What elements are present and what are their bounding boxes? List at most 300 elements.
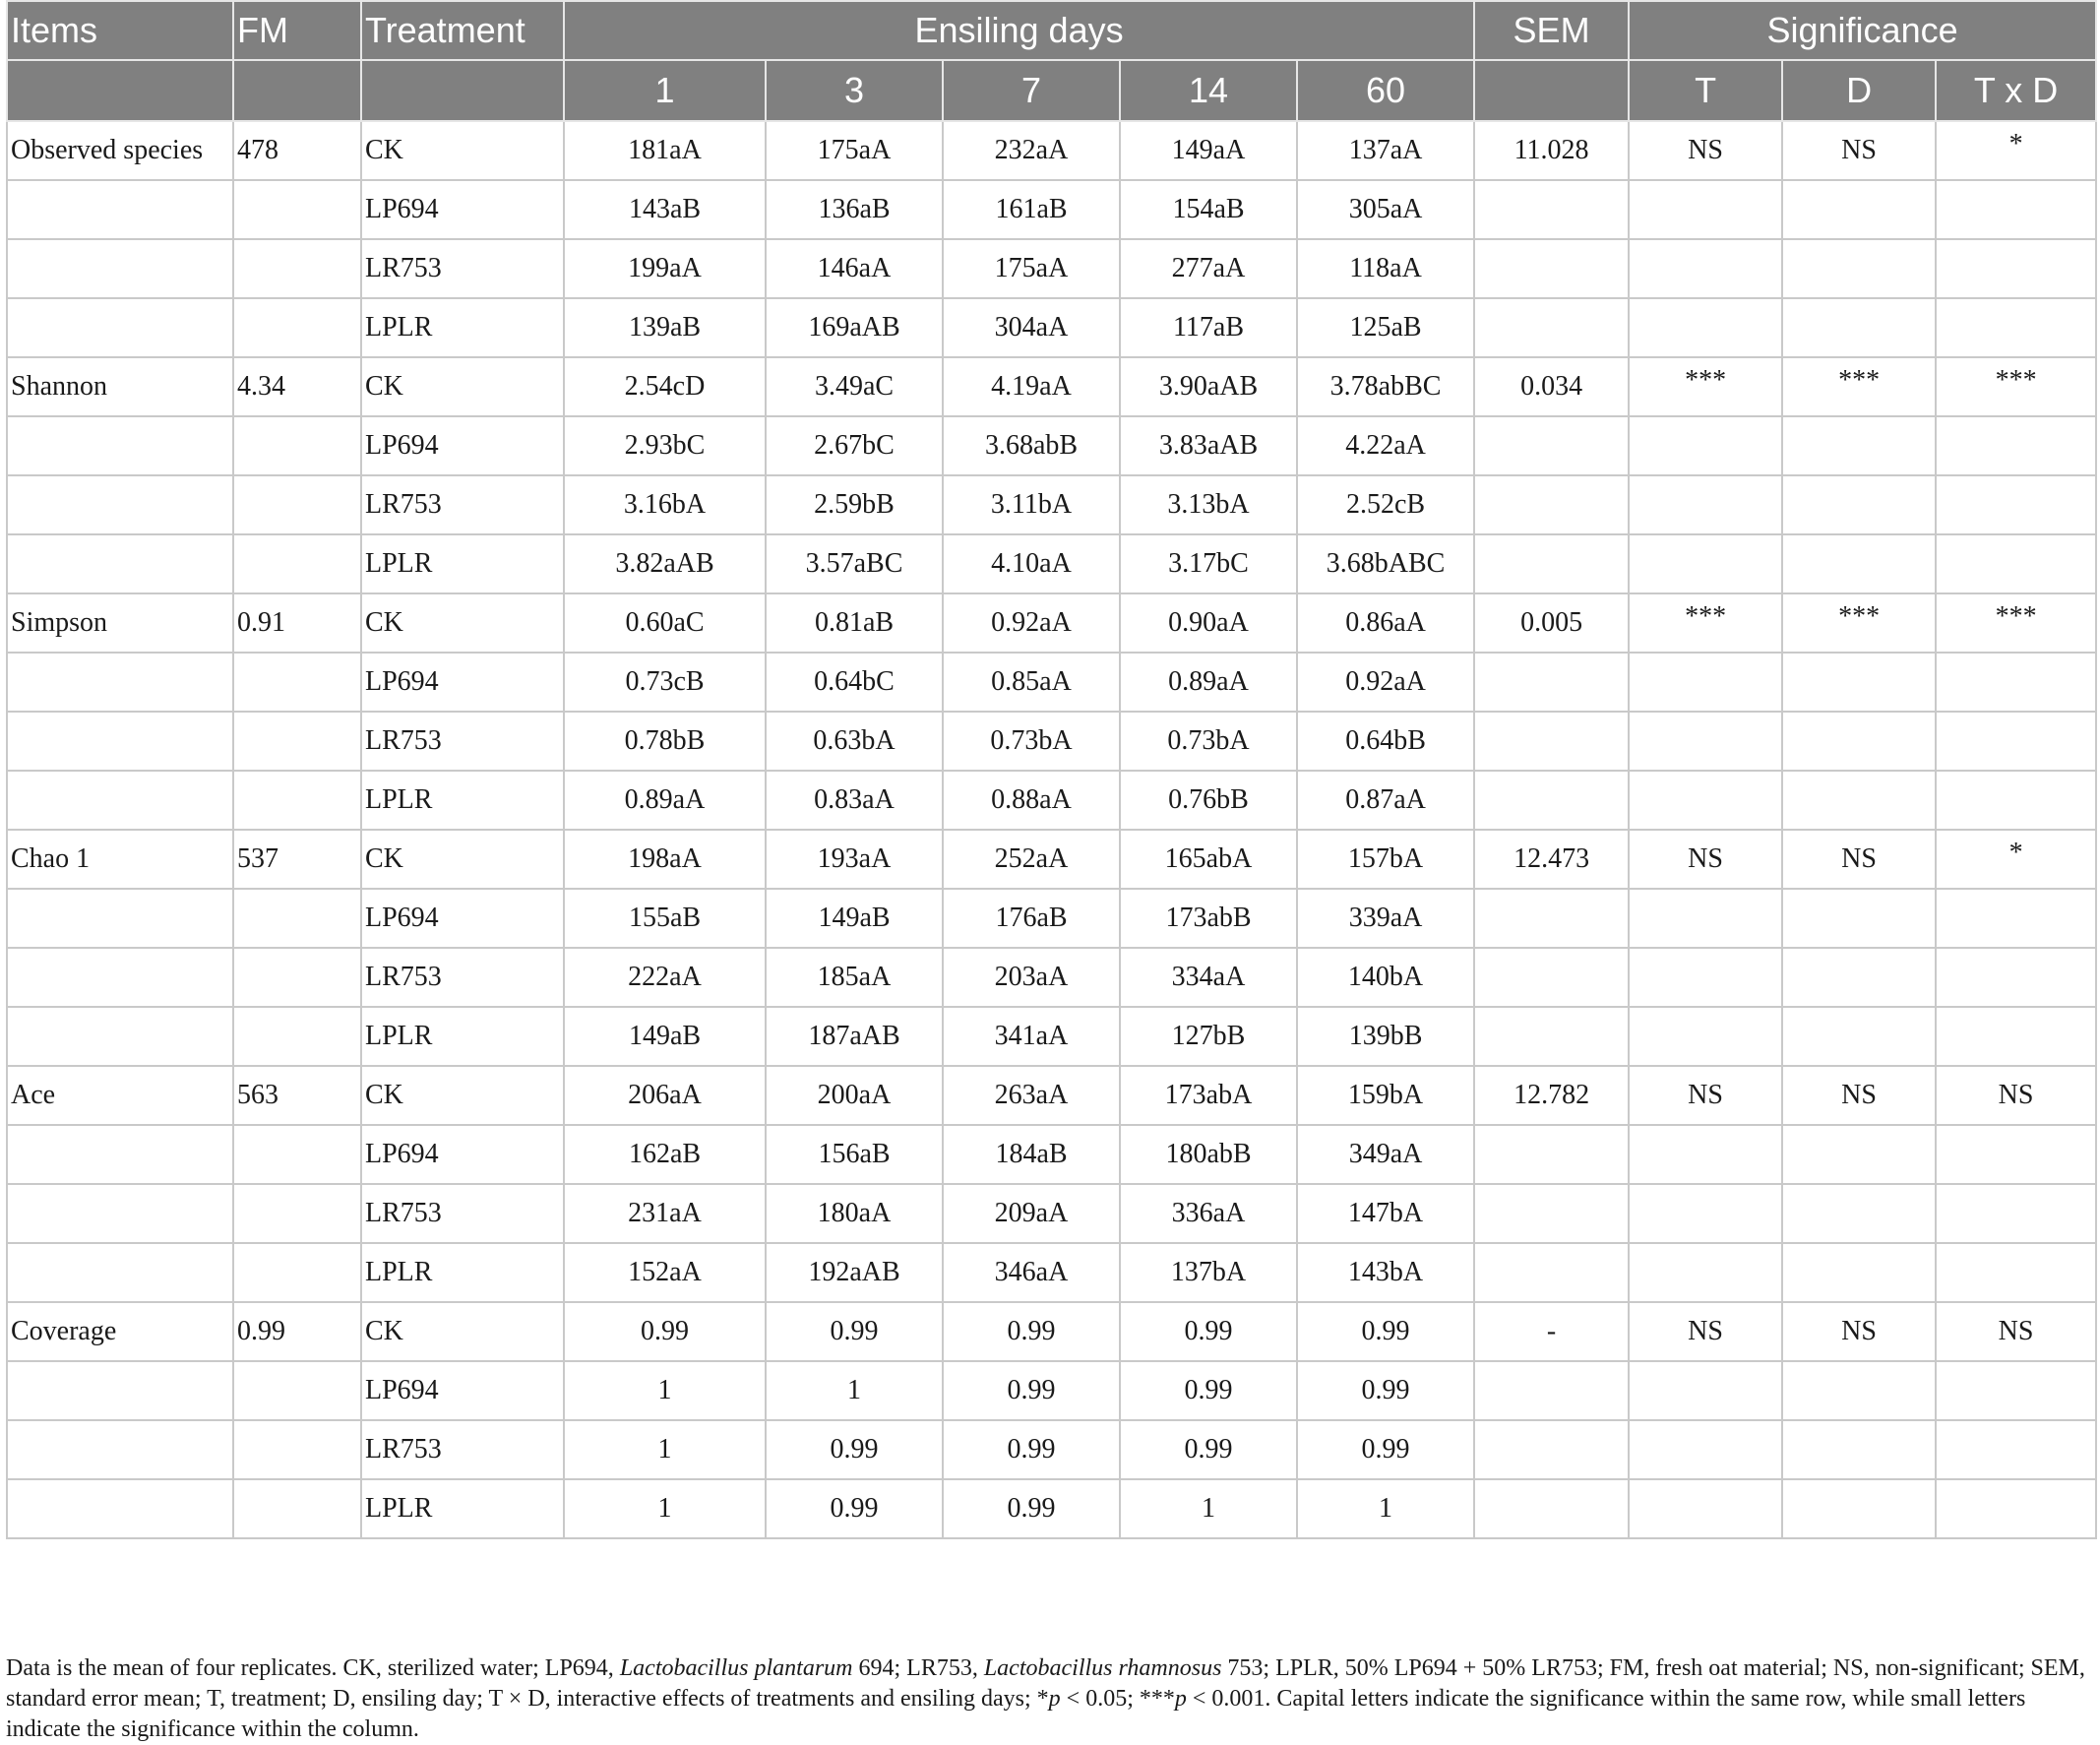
item-cell: Ace <box>7 1066 233 1125</box>
day-value-cell: 146aA <box>766 239 943 298</box>
table-row <box>7 121 2096 180</box>
day-value-cell: 1 <box>564 1420 766 1479</box>
item-cell <box>7 298 233 357</box>
treatment-cell: LPLR <box>361 534 564 593</box>
table-row <box>7 1184 2096 1243</box>
day-value-cell: 0.89aA <box>564 771 766 830</box>
day-value-cell: 0.99 <box>1297 1361 1474 1420</box>
sem-cell <box>1474 1479 1629 1538</box>
day-value-cell: 0.99 <box>943 1302 1120 1361</box>
sem-cell <box>1474 948 1629 1007</box>
day-value-cell: 198aA <box>564 830 766 889</box>
day-value-cell: 3.16bA <box>564 475 766 534</box>
day-value-cell: 137aA <box>1297 121 1474 180</box>
treatment-cell: LPLR <box>361 771 564 830</box>
significance-cell <box>1629 889 1782 948</box>
day-value-cell: 0.99 <box>943 1420 1120 1479</box>
significance-cell <box>1629 1007 1782 1066</box>
significance-cell <box>1629 475 1782 534</box>
day-value-cell: 0.73bA <box>943 712 1120 771</box>
day-value-cell: 199aA <box>564 239 766 298</box>
day-value-cell: 139bB <box>1297 1007 1474 1066</box>
sem-cell <box>1474 180 1629 239</box>
significance-cell-value: *** <box>1995 601 2037 632</box>
significance-cell <box>1629 298 1782 357</box>
item-cell <box>7 1243 233 1302</box>
table-row <box>7 180 2096 239</box>
fm-cell <box>233 653 361 712</box>
significance-cell <box>1782 298 1936 357</box>
day-value-cell: 193aA <box>766 830 943 889</box>
significance-cell <box>1629 357 1782 416</box>
treatment-cell: LP694 <box>361 180 564 239</box>
significance-cell <box>1782 1361 1936 1420</box>
day-value-cell: 0.76bB <box>1120 771 1297 830</box>
treatment-cell: CK <box>361 357 564 416</box>
header-day: 14 <box>1120 60 1297 121</box>
item-cell: Chao 1 <box>7 830 233 889</box>
sem-cell <box>1474 475 1629 534</box>
table-row <box>7 475 2096 534</box>
significance-cell <box>1629 653 1782 712</box>
significance-cell <box>1936 357 2096 416</box>
day-value-cell: 192aAB <box>766 1243 943 1302</box>
day-value-cell: 0.64bB <box>1297 712 1474 771</box>
item-cell <box>7 712 233 771</box>
day-value-cell: 149aA <box>1120 121 1297 180</box>
day-value-cell: 169aAB <box>766 298 943 357</box>
item-cell: Simpson <box>7 593 233 653</box>
day-value-cell: 2.59bB <box>766 475 943 534</box>
day-value-cell: 3.13bA <box>1120 475 1297 534</box>
significance-cell <box>1629 593 1782 653</box>
significance-cell <box>1936 1420 2096 1479</box>
table-row <box>7 534 2096 593</box>
day-value-cell: 0.99 <box>1297 1302 1474 1361</box>
item-cell: Shannon <box>7 357 233 416</box>
day-value-cell: 0.99 <box>1120 1302 1297 1361</box>
day-value-cell: 252aA <box>943 830 1120 889</box>
significance-cell <box>1782 1125 1936 1184</box>
header-day: 3 <box>766 60 943 121</box>
significance-cell <box>1782 771 1936 830</box>
table-row <box>7 712 2096 771</box>
day-value-cell: 180aA <box>766 1184 943 1243</box>
significance-cell: NS <box>1782 1302 1936 1361</box>
day-value-cell: 3.83aAB <box>1120 416 1297 475</box>
significance-cell: NS <box>1782 830 1936 889</box>
table-row <box>7 771 2096 830</box>
significance-cell <box>1629 1125 1782 1184</box>
significance-cell: NS <box>1629 830 1782 889</box>
table-row <box>7 830 2096 889</box>
fm-cell: 563 <box>233 1066 361 1125</box>
day-value-cell: 175aA <box>766 121 943 180</box>
significance-cell <box>1936 298 2096 357</box>
day-value-cell: 3.68bABC <box>1297 534 1474 593</box>
significance-cell <box>1936 534 2096 593</box>
item-cell <box>7 416 233 475</box>
day-value-cell: 152aA <box>564 1243 766 1302</box>
significance-cell <box>1629 1479 1782 1538</box>
day-value-cell: 175aA <box>943 239 1120 298</box>
header-blank <box>7 60 233 121</box>
item-cell <box>7 475 233 534</box>
table-container <box>6 0 2095 1539</box>
significance-cell-value: * <box>2008 129 2023 159</box>
day-value-cell: 176aB <box>943 889 1120 948</box>
sem-cell <box>1474 416 1629 475</box>
day-value-cell: 0.92aA <box>1297 653 1474 712</box>
significance-cell-value: *** <box>1685 365 1727 396</box>
significance-cell <box>1936 653 2096 712</box>
sem-cell <box>1474 1243 1629 1302</box>
significance-cell-value: *** <box>1685 601 1727 632</box>
fm-cell <box>233 1125 361 1184</box>
day-value-cell: 125aB <box>1297 298 1474 357</box>
significance-cell <box>1782 1184 1936 1243</box>
item-cell <box>7 771 233 830</box>
day-value-cell: 349aA <box>1297 1125 1474 1184</box>
treatment-cell: LP694 <box>361 1361 564 1420</box>
day-value-cell: 200aA <box>766 1066 943 1125</box>
significance-cell <box>1629 948 1782 1007</box>
day-value-cell: 2.52cB <box>1297 475 1474 534</box>
day-value-cell: 147bA <box>1297 1184 1474 1243</box>
fm-cell <box>233 1420 361 1479</box>
footnote-text: < 0.001. Capital letters indicate the significance within the same row, while small letters indicate the significance within the column. <box>6 1686 2026 1742</box>
footnote-text: < 0.05; *** <box>1060 1686 1175 1712</box>
treatment-cell: CK <box>361 830 564 889</box>
day-value-cell: 139aB <box>564 298 766 357</box>
significance-cell <box>1936 1243 2096 1302</box>
significance-cell <box>1936 830 2096 889</box>
footnote-species: Lactobacillus rhamnosus <box>983 1655 1222 1681</box>
table-header <box>7 1 2096 121</box>
fm-cell <box>233 1184 361 1243</box>
table-row <box>7 416 2096 475</box>
day-value-cell: 263aA <box>943 1066 1120 1125</box>
fm-cell: 4.34 <box>233 357 361 416</box>
significance-cell: NS <box>1782 1066 1936 1125</box>
header-blank <box>233 60 361 121</box>
significance-cell <box>1629 180 1782 239</box>
significance-cell <box>1936 416 2096 475</box>
day-value-cell: 0.99 <box>564 1302 766 1361</box>
table-row <box>7 1302 2096 1361</box>
fm-cell <box>233 475 361 534</box>
day-value-cell: 0.60aC <box>564 593 766 653</box>
table-row <box>7 1243 2096 1302</box>
item-cell <box>7 239 233 298</box>
sem-cell <box>1474 889 1629 948</box>
footnote-text: 694; LR753, <box>852 1655 984 1681</box>
day-value-cell: 161aB <box>943 180 1120 239</box>
day-value-cell: 346aA <box>943 1243 1120 1302</box>
day-value-cell: 140bA <box>1297 948 1474 1007</box>
significance-cell <box>1782 1479 1936 1538</box>
day-value-cell: 232aA <box>943 121 1120 180</box>
header-fm: FM <box>233 1 361 60</box>
treatment-cell: LPLR <box>361 298 564 357</box>
day-value-cell: 155aB <box>564 889 766 948</box>
header-sig-txd: T x D <box>1936 60 2096 121</box>
day-value-cell: 3.82aAB <box>564 534 766 593</box>
item-cell: Observed species <box>7 121 233 180</box>
significance-cell <box>1782 180 1936 239</box>
table-row <box>7 948 2096 1007</box>
significance-cell <box>1782 1007 1936 1066</box>
day-value-cell: 162aB <box>564 1125 766 1184</box>
significance-cell: NS <box>1629 1302 1782 1361</box>
significance-cell: NS <box>1936 1066 2096 1125</box>
day-value-cell: 209aA <box>943 1184 1120 1243</box>
treatment-cell: LR753 <box>361 475 564 534</box>
day-value-cell: 0.83aA <box>766 771 943 830</box>
significance-cell <box>1936 180 2096 239</box>
item-cell <box>7 180 233 239</box>
header-row-2 <box>7 60 2096 121</box>
significance-cell <box>1629 416 1782 475</box>
fm-cell <box>233 889 361 948</box>
day-value-cell: 231aA <box>564 1184 766 1243</box>
day-value-cell: 203aA <box>943 948 1120 1007</box>
header-day: 7 <box>943 60 1120 121</box>
diversity-table <box>6 0 2097 1539</box>
day-value-cell: 336aA <box>1120 1184 1297 1243</box>
significance-cell <box>1936 475 2096 534</box>
footnote-text: 753; LPLR, 50% LP694 + 50% LR753; FM, fresh oat material; NS, non-significant; SEM, standard error mean; T, treatment; D, ensiling day; T × D, interactive effects of treatments and ensiling days; * <box>6 1655 2085 1712</box>
day-value-cell: 0.73cB <box>564 653 766 712</box>
header-sig-t: T <box>1629 60 1782 121</box>
significance-cell <box>1936 239 2096 298</box>
day-value-cell: 0.99 <box>766 1479 943 1538</box>
table-row <box>7 1066 2096 1125</box>
significance-cell: NS <box>1782 121 1936 180</box>
day-value-cell: 1 <box>564 1479 766 1538</box>
significance-cell <box>1782 239 1936 298</box>
significance-cell <box>1936 121 2096 180</box>
treatment-cell: LP694 <box>361 416 564 475</box>
day-value-cell: 3.57aBC <box>766 534 943 593</box>
day-value-cell: 185aA <box>766 948 943 1007</box>
item-cell <box>7 1420 233 1479</box>
significance-cell <box>1782 534 1936 593</box>
day-value-cell: 2.54cD <box>564 357 766 416</box>
significance-cell-value: *** <box>1838 365 1881 396</box>
fm-cell <box>233 948 361 1007</box>
significance-cell <box>1629 534 1782 593</box>
fm-cell: 0.91 <box>233 593 361 653</box>
significance-cell <box>1782 357 1936 416</box>
day-value-cell: 0.99 <box>943 1361 1120 1420</box>
day-value-cell: 0.88aA <box>943 771 1120 830</box>
table-row <box>7 653 2096 712</box>
significance-cell <box>1629 1420 1782 1479</box>
sem-cell <box>1474 1184 1629 1243</box>
day-value-cell: 0.99 <box>1297 1420 1474 1479</box>
day-value-cell: 149aB <box>564 1007 766 1066</box>
treatment-cell: LPLR <box>361 1243 564 1302</box>
day-value-cell: 222aA <box>564 948 766 1007</box>
sem-cell: 12.782 <box>1474 1066 1629 1125</box>
day-value-cell: 154aB <box>1120 180 1297 239</box>
significance-cell <box>1936 1007 2096 1066</box>
fm-cell <box>233 534 361 593</box>
significance-cell: NS <box>1936 1302 2096 1361</box>
significance-cell <box>1936 948 2096 1007</box>
fm-cell <box>233 416 361 475</box>
footnote-p-symbol: p <box>1048 1686 1061 1712</box>
day-value-cell: 2.93bC <box>564 416 766 475</box>
sem-cell <box>1474 298 1629 357</box>
day-value-cell: 118aA <box>1297 239 1474 298</box>
footnote-text: Data is the mean of four replicates. CK, sterilized water; LP694, <box>6 1655 620 1681</box>
day-value-cell: 0.99 <box>1120 1361 1297 1420</box>
footnote-species: Lactobacillus plantarum <box>619 1655 853 1681</box>
day-value-cell: 304aA <box>943 298 1120 357</box>
significance-cell <box>1629 771 1782 830</box>
significance-cell <box>1936 889 2096 948</box>
day-value-cell: 341aA <box>943 1007 1120 1066</box>
significance-cell <box>1629 1243 1782 1302</box>
day-value-cell: 0.87aA <box>1297 771 1474 830</box>
sem-cell <box>1474 239 1629 298</box>
significance-cell <box>1782 712 1936 771</box>
significance-cell <box>1782 948 1936 1007</box>
table-footnote <box>6 1653 2096 1745</box>
day-value-cell: 0.64bC <box>766 653 943 712</box>
significance-cell <box>1782 653 1936 712</box>
day-value-cell: 3.68abB <box>943 416 1120 475</box>
item-cell <box>7 1125 233 1184</box>
day-value-cell: 0.99 <box>766 1302 943 1361</box>
day-value-cell: 1 <box>564 1361 766 1420</box>
day-value-cell: 0.81aB <box>766 593 943 653</box>
day-value-cell: 173abA <box>1120 1066 1297 1125</box>
day-value-cell: 159bA <box>1297 1066 1474 1125</box>
item-cell <box>7 1361 233 1420</box>
day-value-cell: 3.17bC <box>1120 534 1297 593</box>
significance-cell: NS <box>1629 121 1782 180</box>
day-value-cell: 1 <box>1120 1479 1297 1538</box>
day-value-cell: 3.11bA <box>943 475 1120 534</box>
table-row <box>7 1420 2096 1479</box>
day-value-cell: 4.22aA <box>1297 416 1474 475</box>
header-significance: Significance <box>1629 1 2096 60</box>
significance-cell <box>1782 1420 1936 1479</box>
item-cell <box>7 1479 233 1538</box>
significance-cell <box>1782 593 1936 653</box>
significance-cell <box>1936 1184 2096 1243</box>
day-value-cell: 181aA <box>564 121 766 180</box>
sem-cell <box>1474 1361 1629 1420</box>
day-value-cell: 149aB <box>766 889 943 948</box>
header-day: 60 <box>1297 60 1474 121</box>
significance-cell <box>1782 475 1936 534</box>
day-value-cell: 184aB <box>943 1125 1120 1184</box>
day-value-cell: 143aB <box>564 180 766 239</box>
item-cell <box>7 534 233 593</box>
significance-cell <box>1782 416 1936 475</box>
table-row <box>7 1007 2096 1066</box>
fm-cell <box>233 1243 361 1302</box>
day-value-cell: 3.49aC <box>766 357 943 416</box>
fm-cell <box>233 1007 361 1066</box>
significance-cell <box>1782 1243 1936 1302</box>
item-cell: Coverage <box>7 1302 233 1361</box>
day-value-cell: 0.99 <box>1120 1420 1297 1479</box>
sem-cell <box>1474 712 1629 771</box>
sem-cell: 0.005 <box>1474 593 1629 653</box>
day-value-cell: 0.63bA <box>766 712 943 771</box>
day-value-cell: 0.89aA <box>1120 653 1297 712</box>
treatment-cell: LP694 <box>361 1125 564 1184</box>
treatment-cell: LPLR <box>361 1007 564 1066</box>
day-value-cell: 137bA <box>1120 1243 1297 1302</box>
table-row <box>7 1125 2096 1184</box>
header-items: Items <box>7 1 233 60</box>
day-value-cell: 305aA <box>1297 180 1474 239</box>
day-value-cell: 0.73bA <box>1120 712 1297 771</box>
day-value-cell: 339aA <box>1297 889 1474 948</box>
table-row <box>7 1361 2096 1420</box>
significance-cell: NS <box>1629 1066 1782 1125</box>
day-value-cell: 0.78bB <box>564 712 766 771</box>
day-value-cell: 2.67bC <box>766 416 943 475</box>
sem-cell: 0.034 <box>1474 357 1629 416</box>
significance-cell <box>1629 1361 1782 1420</box>
header-row-1 <box>7 1 2096 60</box>
footnote-p-symbol: p <box>1174 1686 1187 1712</box>
table-row <box>7 298 2096 357</box>
significance-cell-value: * <box>2008 838 2023 868</box>
item-cell <box>7 653 233 712</box>
significance-cell <box>1936 712 2096 771</box>
day-value-cell: 180abB <box>1120 1125 1297 1184</box>
sem-cell: - <box>1474 1302 1629 1361</box>
fm-cell <box>233 298 361 357</box>
significance-cell <box>1936 593 2096 653</box>
day-value-cell: 173abB <box>1120 889 1297 948</box>
table-row <box>7 357 2096 416</box>
header-blank <box>1474 60 1629 121</box>
significance-cell-value: *** <box>1838 601 1881 632</box>
day-value-cell: 136aB <box>766 180 943 239</box>
header-treatment: Treatment <box>361 1 564 60</box>
treatment-cell: CK <box>361 1066 564 1125</box>
day-value-cell: 0.92aA <box>943 593 1120 653</box>
header-sig-d: D <box>1782 60 1936 121</box>
sem-cell <box>1474 653 1629 712</box>
table-row <box>7 239 2096 298</box>
significance-cell <box>1629 712 1782 771</box>
day-value-cell: 0.85aA <box>943 653 1120 712</box>
day-value-cell: 0.90aA <box>1120 593 1297 653</box>
day-value-cell: 0.86aA <box>1297 593 1474 653</box>
table-row <box>7 889 2096 948</box>
day-value-cell: 3.78abBC <box>1297 357 1474 416</box>
item-cell <box>7 1184 233 1243</box>
fm-cell <box>233 712 361 771</box>
day-value-cell: 4.19aA <box>943 357 1120 416</box>
day-value-cell: 156aB <box>766 1125 943 1184</box>
header-day: 1 <box>564 60 766 121</box>
day-value-cell: 1 <box>766 1361 943 1420</box>
header-blank <box>361 60 564 121</box>
treatment-cell: LR753 <box>361 1420 564 1479</box>
sem-cell: 11.028 <box>1474 121 1629 180</box>
